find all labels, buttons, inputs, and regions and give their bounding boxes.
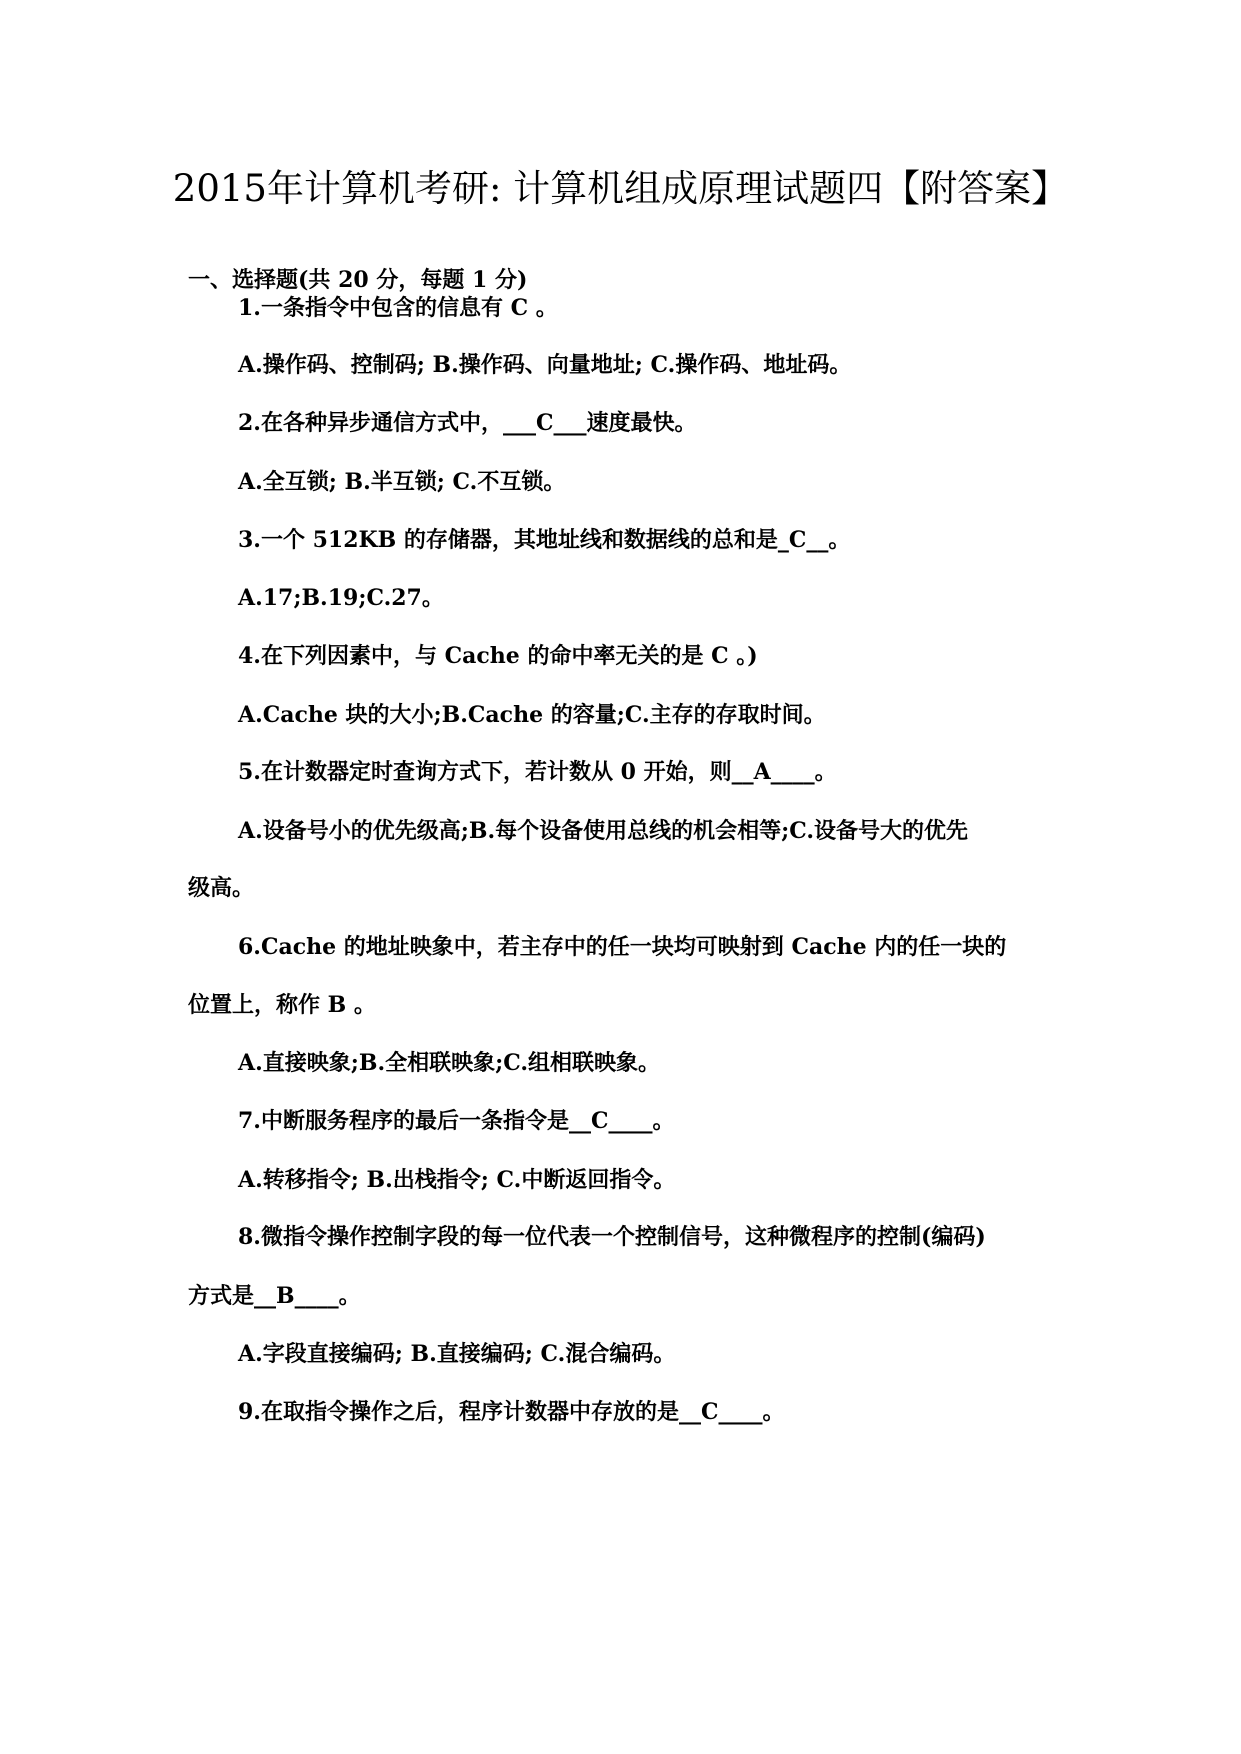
question-3-options: A.17;B.19;C.27。 (238, 585, 444, 611)
question-4-options: A.Cache 块的大小;B.Cache 的容量;C.主存的存取时间。 (238, 702, 826, 728)
section-heading: 一、选择题(共 20 分，每题 1 分) (188, 267, 528, 293)
question-8-options: A.字段直接编码; B.直接编码; C.混合编码。 (238, 1341, 676, 1367)
question-2: 2.在各种异步通信方式中，___C___速度最快。 (238, 410, 697, 436)
question-4: 4.在下列因素中，与 Cache 的命中率无关的是 C 。) (238, 643, 758, 669)
question-8: 8.微指令操作控制字段的每一位代表一个控制信号，这种微程序的控制(编码) (238, 1224, 986, 1250)
question-6-options: A.直接映象;B.全相联映象;C.组相联映象。 (238, 1050, 661, 1076)
question-3: 3.一个 512KB 的存储器，其地址线和数据线的总和是_C__。 (238, 527, 851, 553)
question-2-options: A.全互锁; B.半互锁; C.不互锁。 (238, 469, 566, 495)
question-7-options: A.转移指令; B.出栈指令; C.中断返回指令。 (238, 1167, 676, 1193)
question-9: 9.在取指令操作之后，程序计数器中存放的是__C____。 (238, 1399, 785, 1425)
question-5-options-cont: 级高。 (188, 875, 255, 901)
question-6: 6.Cache 的地址映象中，若主存中的任一块均可映射到 Cache 内的任一块的 (238, 934, 1007, 960)
question-7: 7.中断服务程序的最后一条指令是__C____。 (238, 1108, 675, 1134)
question-5: 5.在计数器定时查询方式下，若计数从 0 开始，则__A____。 (238, 759, 837, 785)
document-title: 2015年计算机考研: 计算机组成原理试题四【附答案】 (172, 167, 1069, 210)
question-1-options: A.操作码、控制码; B.操作码、向量地址; C.操作码、地址码。 (238, 352, 852, 378)
question-1: 1.一条指令中包含的信息有 C 。 (238, 295, 558, 321)
question-8-cont: 方式是__B____。 (188, 1283, 361, 1309)
question-5-options: A.设备号小的优先级高;B.每个设备使用总线的机会相等;C.设备号大的优先 (238, 818, 969, 844)
question-6-cont: 位置上，称作 B 。 (188, 992, 376, 1018)
